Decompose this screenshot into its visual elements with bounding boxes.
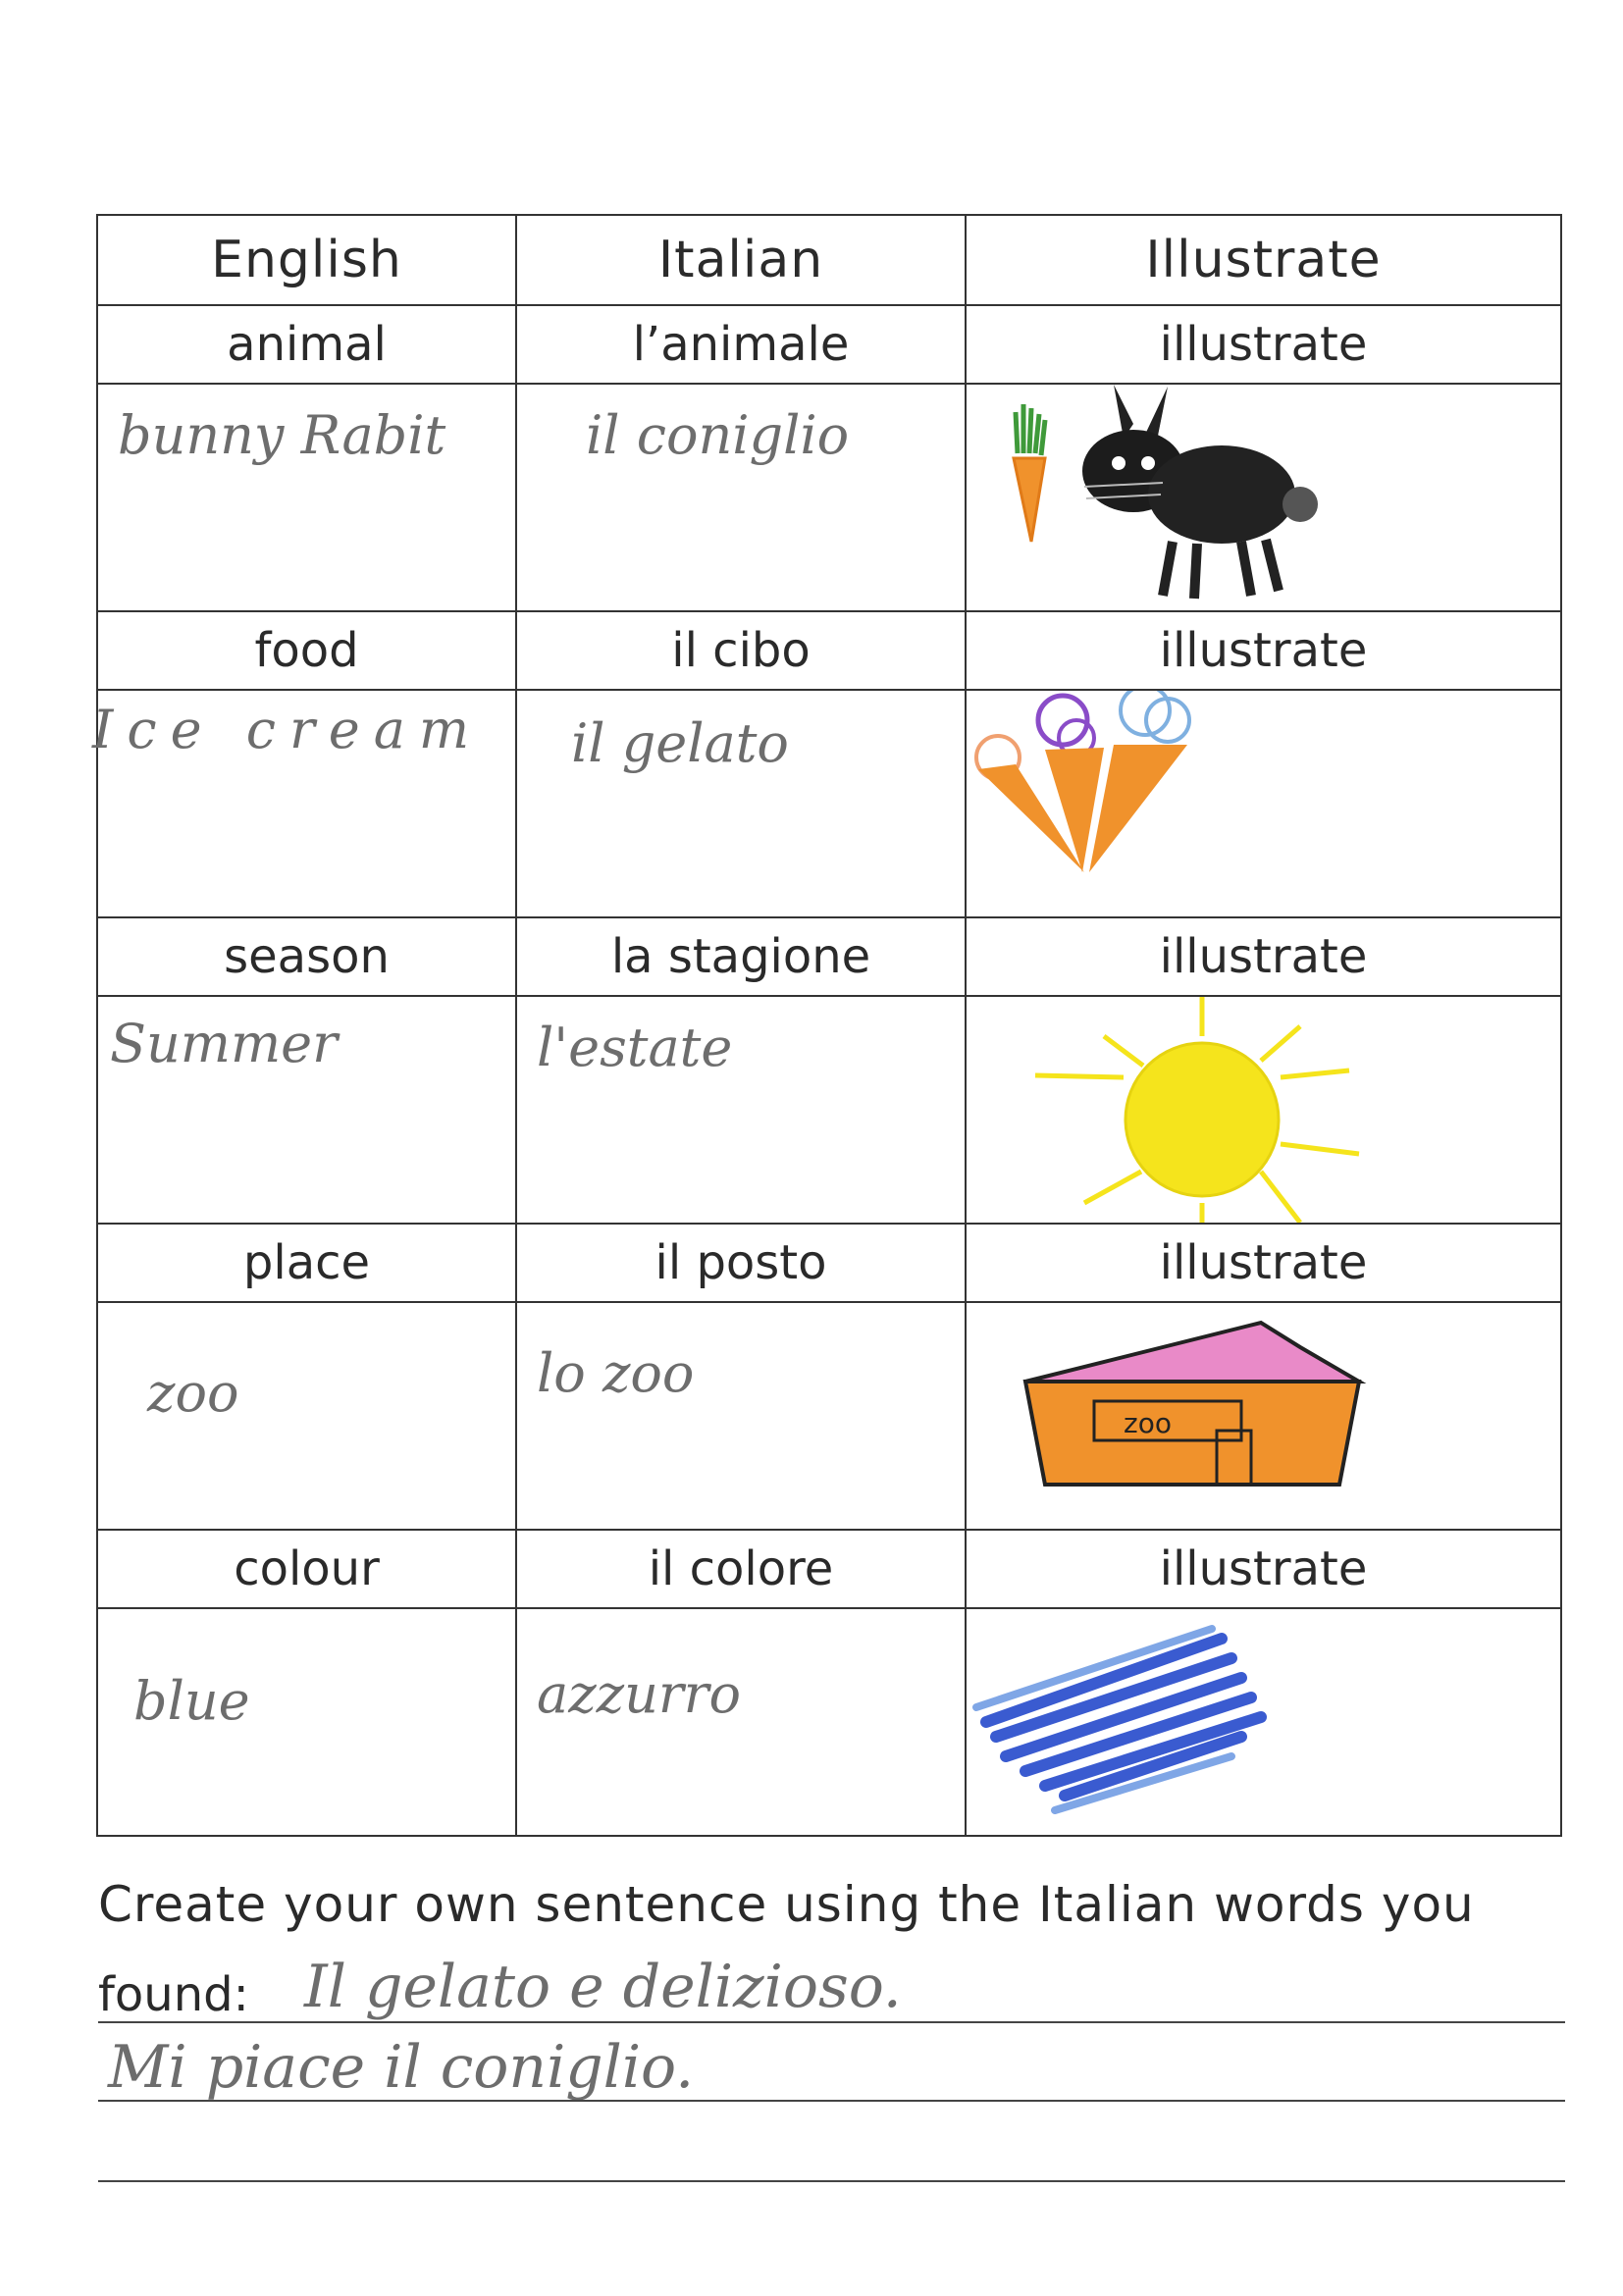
found-label: found: [98,1967,249,2022]
prompt-illustrate: illustrate [966,611,1561,690]
answer-english: blue [133,1670,250,1732]
zoo-drawing [967,1303,1562,1529]
prompt-english: season [97,917,516,996]
header-italian: Italian [516,215,966,305]
writing-line [98,2021,1565,2023]
carrot-icon [1014,404,1045,542]
drawing-cell [966,384,1561,611]
answer-italian: azzurro [537,1663,742,1725]
writing-line [98,2100,1565,2102]
prompt-english: colour [97,1530,516,1608]
ice-cream-drawing [967,691,1562,916]
prompt-row [97,611,1561,690]
answer-english: zoo [147,1362,239,1424]
answer-row [97,1608,1561,1836]
header-english: English [97,215,516,305]
sun-drawing [967,997,1562,1223]
prompt-illustrate: illustrate [966,1530,1561,1608]
sentence-prompt: Create your own sentence using the Italian words you [98,1876,1475,1933]
answer-italian-cell[interactable] [516,690,966,917]
prompt-illustrate: illustrate [966,305,1561,384]
sentence-line-2[interactable]: Mi piace il coniglio. [108,2033,695,2102]
answer-italian-cell[interactable] [516,1302,966,1530]
answer-english: bunny Rabit [118,404,446,466]
answer-english-cell[interactable] [97,1608,516,1836]
answer-row [97,996,1561,1224]
prompt-italian: la stagione [516,917,966,996]
answer-english-cell[interactable] [97,996,516,1224]
drawing-cell [966,690,1561,917]
sun-icon [1035,997,1359,1223]
answer-row [97,1302,1561,1530]
building-icon [1025,1323,1359,1485]
sentence-line-1[interactable]: Il gelato e delizioso. [304,1953,902,2021]
blue-scribble-icon [976,1629,1261,1810]
answer-italian: lo zoo [537,1342,695,1404]
writing-line [98,2180,1565,2182]
prompt-english: food [97,611,516,690]
answer-row [97,690,1561,917]
prompt-italian: il colore [516,1530,966,1608]
prompt-row [97,1224,1561,1302]
answer-english-cell[interactable] [97,384,516,611]
zoo-sign: zoo [1124,1407,1172,1439]
answer-italian-cell[interactable] [516,996,966,1224]
drawing-cell [966,996,1561,1224]
prompt-italian: il posto [516,1224,966,1302]
answer-english-cell[interactable] [92,690,516,917]
header-row [97,215,1561,305]
header-illustrate: Illustrate [966,215,1561,305]
answer-italian-cell[interactable] [516,384,966,611]
answer-italian: l'estate [537,1017,733,1078]
vocabulary-table [92,214,1562,1837]
prompt-row [97,305,1561,384]
prompt-illustrate: illustrate [966,1224,1561,1302]
answer-italian: il coniglio [586,404,850,466]
answer-italian: il gelato [571,712,789,774]
prompt-row [97,1530,1561,1608]
answer-english: Ice cream [92,699,484,760]
answer-english: Summer [110,1013,338,1074]
prompt-italian: il cibo [516,611,966,690]
bunny-drawing [967,385,1562,610]
bunny-icon [1082,385,1318,599]
ice-cream-icon [976,691,1189,872]
prompt-italian: l’animale [516,305,966,384]
drawing-cell [966,1608,1561,1836]
prompt-illustrate: illustrate [966,917,1561,996]
prompt-english: place [97,1224,516,1302]
prompt-row [97,917,1561,996]
blue-drawing [967,1609,1562,1835]
answer-row [97,384,1561,611]
answer-italian-cell[interactable] [516,1608,966,1836]
prompt-english: animal [97,305,516,384]
answer-english-cell[interactable] [97,1302,516,1530]
drawing-cell [966,1302,1561,1530]
